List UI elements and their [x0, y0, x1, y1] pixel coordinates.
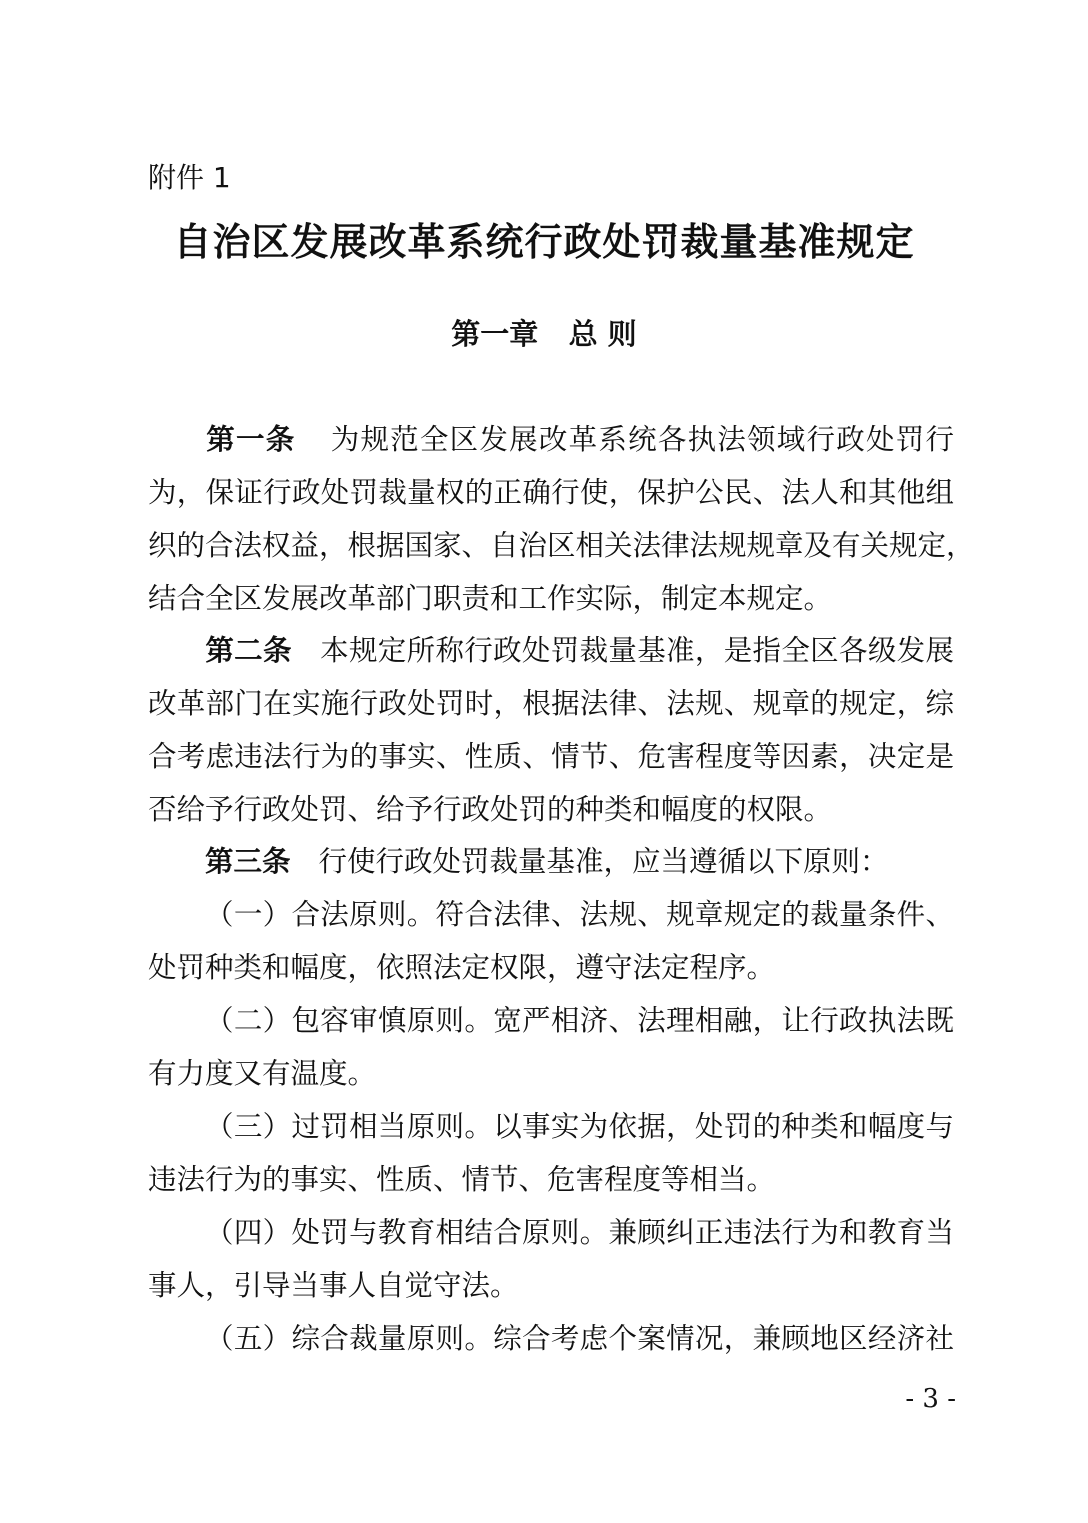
article-3-text-1: 行使行政处罚裁量基准，应当遵循以下原则：	[318, 845, 889, 878]
article-2-label: 第二条	[205, 634, 292, 667]
page-number: - 3 -	[905, 1384, 956, 1414]
principle-2-line-2: 有力度又有温度。	[148, 1057, 377, 1090]
article-1-line-1	[148, 420, 954, 460]
principle-4-line-2: 事人，引导当事人自觉守法。	[148, 1269, 519, 1302]
article-1-text-1: 为规范全区发展改革系统各执法领域行政处罚行	[329, 423, 954, 456]
article-2-text-1: 本规定所称行政处罚裁量基准，是指全区各级发展	[319, 634, 954, 667]
article-1-label: 第一条	[205, 423, 296, 456]
article-3-line-1	[148, 842, 954, 882]
article-1-line-4: 结合全区发展改革部门职责和工作实际，制定本规定。	[148, 582, 833, 615]
principle-1-line-2: 处罚种类和幅度，依照法定权限，遵守法定程序。	[148, 951, 776, 984]
article-1-line-3: 织的合法权益，根据国家、自治区相关法律法规规章及有关规定，	[148, 529, 975, 562]
document-title: 自治区发展改革系统行政处罚裁量基准规定	[173, 220, 915, 264]
article-1-line-2: 为，保证行政处罚裁量权的正确行使，保护公民、法人和其他组	[148, 476, 954, 509]
principle-4-line-1: （四）处罚与教育相结合原则。兼顾纠正违法行为和教育当	[205, 1216, 954, 1249]
article-2-line-1	[148, 631, 954, 671]
attachment-label: 附件 1	[148, 161, 231, 194]
principle-1-line-1: （一）合法原则。符合法律、法规、规章规定的裁量条件、	[205, 898, 954, 931]
article-2-line-2: 改革部门在实施行政处罚时，根据法律、法规、规章的规定，综	[148, 687, 954, 720]
chapter-heading: 第一章 总 则	[451, 317, 637, 351]
article-2-line-4: 否给予行政处罚、给予行政处罚的种类和幅度的权限。	[148, 793, 833, 826]
principle-5-line-1: （五）综合裁量原则。综合考虑个案情况，兼顾地区经济社	[205, 1322, 954, 1355]
article-2-line-3: 合考虑违法行为的事实、性质、情节、危害程度等因素，决定是	[148, 740, 954, 773]
principle-3-line-2: 违法行为的事实、性质、情节、危害程度等相当。	[148, 1163, 776, 1196]
article-3-label: 第三条	[205, 845, 291, 878]
principle-3-line-1: （三）过罚相当原则。以事实为依据，处罚的种类和幅度与	[205, 1110, 954, 1143]
principle-2-line-1: （二）包容审慎原则。宽严相济、法理相融，让行政执法既	[205, 1004, 954, 1037]
